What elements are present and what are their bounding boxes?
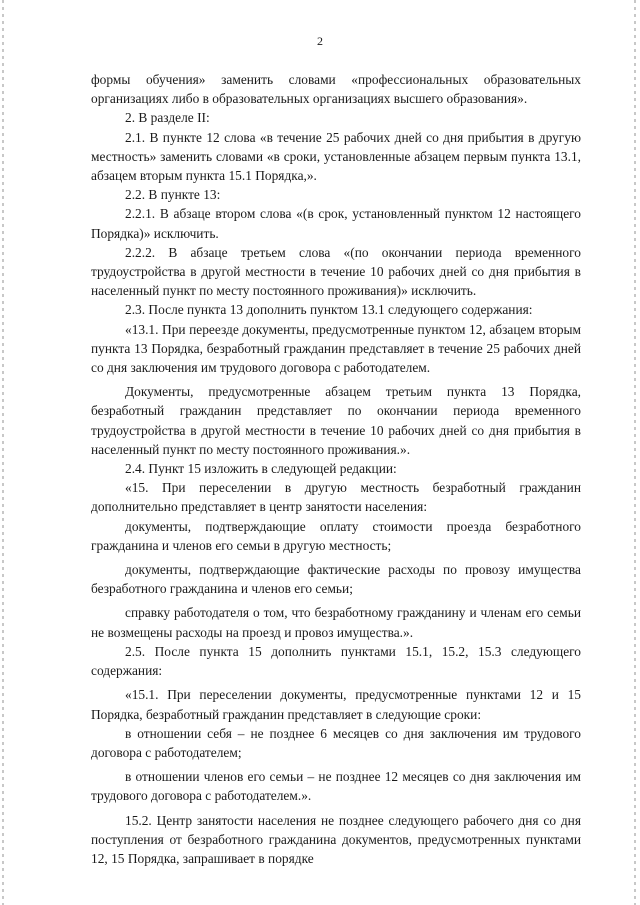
paragraph: 2. В разделе II: [125, 110, 210, 126]
paragraph: в отношении членов его семьи – не позднее 12 месяцев со дня заключения им трудового договора с работодателем.». [91, 769, 581, 804]
paragraph: «15.1. При переселении документы, предусмотренные пунктами 12 и 15 Порядка, безработный гражданин представляет в следующие сроки: [91, 687, 581, 722]
paragraph: в отношении себя – не позднее 6 месяцев со дня заключения им трудового договора с работодателем; [91, 725, 581, 760]
paragraph: 2.4. Пункт 15 изложить в следующей редакции: [125, 461, 397, 477]
scan-edge-left [2, 0, 4, 905]
paragraph: документы, подтверждающие фактические расходы по провозу имущества безработного гражданина и членов его семьи; [91, 562, 581, 597]
paragraph: «15. При переселении в другую местность безработный гражданин дополнительно представляет в центр занятости населения: [91, 480, 581, 515]
scan-edge-right [634, 0, 636, 905]
paragraph: 2.5. После пункта 15 дополнить пунктами 15.1, 15.2, 15.3 следующего содержания: [91, 643, 581, 679]
paragraph: справку работодателя о том, что безработному гражданину и членам его семьи не возмещены расходы на проезд и провоз имущества.». [91, 605, 581, 640]
paragraph: документы, подтверждающие оплату стоимости проезда безработного гражданина и членов его семьи в другую местность; [91, 518, 581, 553]
paragraph: 15.2. Центр занятости населения не позднее следующего рабочего дня со дня поступления от безработного гражданина документов, предусмотренных пунктами 12, 15 Порядка, запрашивает в порядке [91, 812, 581, 866]
paragraph: Документы, предусмотренные абзацем третьим пункта 13 Порядка, безработный гражданин представляет по окончании периода временного трудоустройства в другой местности в течение 10 рабочих дней со дня прибытия в населенный пункт по месту постоянного проживания.». [91, 384, 581, 457]
paragraph: 2.1. В пункте 12 слова «в течение 25 рабочих дней со дня прибытия в другую местность» заменить словами «в сроки, установленные абзацем первым пункта 13.1, абзацем вторым пункта 15.1 Порядка,». [91, 129, 581, 184]
paragraph: 2.3. После пункта 13 дополнить пунктом 13.1 следующего содержания: [125, 302, 533, 318]
paragraph: «13.1. При переезде документы, предусмотренные пунктом 12, абзацем вторым пункта 13 Порядка, безработный гражданин представляет в течение 25 рабочих дней со дня заключения им трудового договора с работодателем. [91, 321, 581, 376]
page-number: 2 [317, 34, 323, 48]
paragraph: формы обучения» заменить словами «профессиональных образовательных организациях либо в образовательных организациях высшего образования». [91, 72, 581, 107]
document-body [91, 70, 581, 868]
paragraph: 2.2.2. В абзаце третьем слова «(по окончании периода временного трудоустройства в другой местности в течение 10 рабочих дней со дня прибытия в населенный пункт по месту постоянного проживания)» исключить. [91, 244, 581, 299]
paragraph: 2.2.1. В абзаце втором слова «(в срок, установленный пунктом 12 настоящего Порядка)» исключить. [91, 206, 581, 241]
paragraph: 2.2. В пункте 13: [125, 187, 221, 203]
